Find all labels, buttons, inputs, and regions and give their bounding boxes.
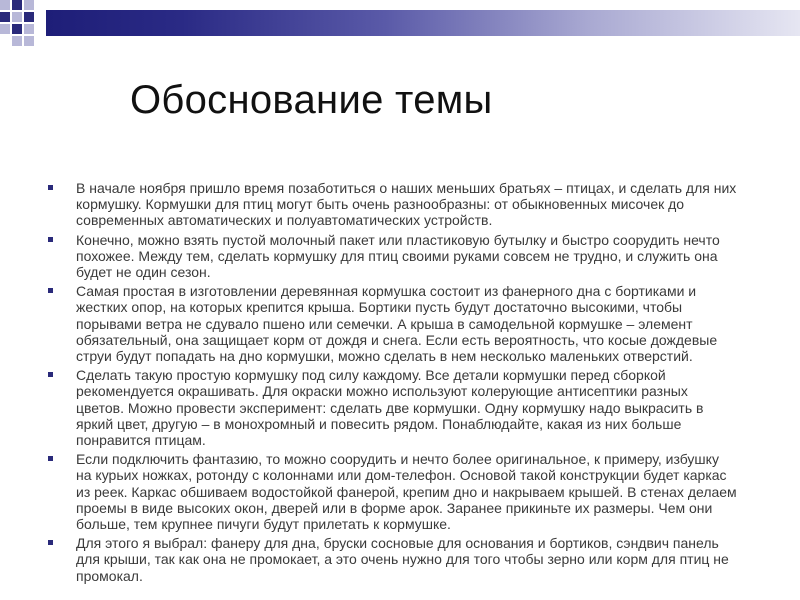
bullet-text: Если подключить фантазию, то можно соорудить и нечто более оригинальное, к примеру, избушку на курьих ножках, ротонду с колоннами или дом-телефон. Основой такой конструкции будет каркас из реек. Каркас обшиваем водостойкой фанерой, крепим дно и накрываем крышей. В стенах делаем проемы в виде высоких окон, дверей или в форме арок. Заранее прикиньте их размеры. Чем они больше, тем крупнее пичуги будут прилетать к кормушке. bbox=[76, 451, 737, 533]
decor-square bbox=[12, 24, 22, 34]
header-decoration bbox=[0, 0, 800, 50]
decor-square bbox=[12, 12, 22, 22]
bullet-square-icon bbox=[48, 456, 53, 461]
bullet-text: В начале ноября пришло время позаботиться о наших меньших братьях – птицах, и сделать для них кормушку. Кормушки для птиц могут быть очень разнообразны: от обыкновенных мисочек до современных автоматических и полуавтоматических устройств. bbox=[76, 180, 737, 229]
slide-title: Обоснование темы bbox=[130, 78, 493, 122]
decor-square bbox=[24, 0, 34, 10]
bullet-text: Конечно, можно взять пустой молочный пакет или пластиковую бутылку и быстро соорудить нечто похожее. Между тем, сделать кормушку для птиц своими руками совсем не трудно, и служить она будет не один сезон. bbox=[76, 231, 720, 281]
bullet-square-icon bbox=[48, 540, 53, 545]
list-item bbox=[48, 367, 738, 448]
bullet-square-icon bbox=[48, 288, 53, 293]
list-item bbox=[48, 232, 738, 281]
decor-square bbox=[0, 0, 10, 10]
bullet-text: Самая простая в изготовлении деревянная кормушка состоит из фанерного дна с бортиками и жестких опор, на которых крепится крыша. Бортики пусть будут достаточно высокими, чтобы порывами ветра не сдувало пшено или семечки. А крыша в самодельной кормушке – элемент обязательный, она защищает корм от дождя и снега. Если есть вероятность, что косые дождевые струи будут попадать на дно кормушки, можно сделать в нем несколько маленьких отверстий. bbox=[76, 283, 718, 365]
decor-square bbox=[0, 24, 10, 34]
decor-square bbox=[12, 0, 22, 10]
decor-square bbox=[0, 12, 10, 22]
bullet-square-icon bbox=[48, 372, 53, 377]
bullet-text: Сделать такую простую кормушку под силу каждому. Все детали кормушки перед сборкой рекомендуется окрашивать. Для окраски можно используют колерующие антисептики разных цветов. Можно провести эксперимент: сделать две кормушки. Одну кормушку надо выкрасить в яркий цвет, другую – в монохромный и повесить рядом. Понаблюдайте, какая из них больше понравится птицам. bbox=[76, 367, 704, 449]
bullet-square-icon bbox=[48, 237, 53, 242]
bullet-square-icon bbox=[48, 185, 53, 190]
list-item bbox=[48, 535, 738, 584]
list-item bbox=[48, 283, 738, 364]
bullet-list bbox=[48, 180, 738, 587]
decor-square bbox=[12, 36, 22, 46]
list-item bbox=[48, 451, 738, 532]
list-item bbox=[48, 180, 738, 229]
decor-square bbox=[24, 12, 34, 22]
header-gradient-bar bbox=[46, 10, 800, 36]
decor-square bbox=[24, 24, 34, 34]
decor-square bbox=[24, 36, 34, 46]
bullet-text: Для этого я выбрал: фанеру для дна, бруски сосновые для основания и бортиков, сэндвич панель для крыши, так как она не промокает, а это очень нужно для того чтобы зерно или корм для птиц не промокал. bbox=[76, 535, 729, 584]
